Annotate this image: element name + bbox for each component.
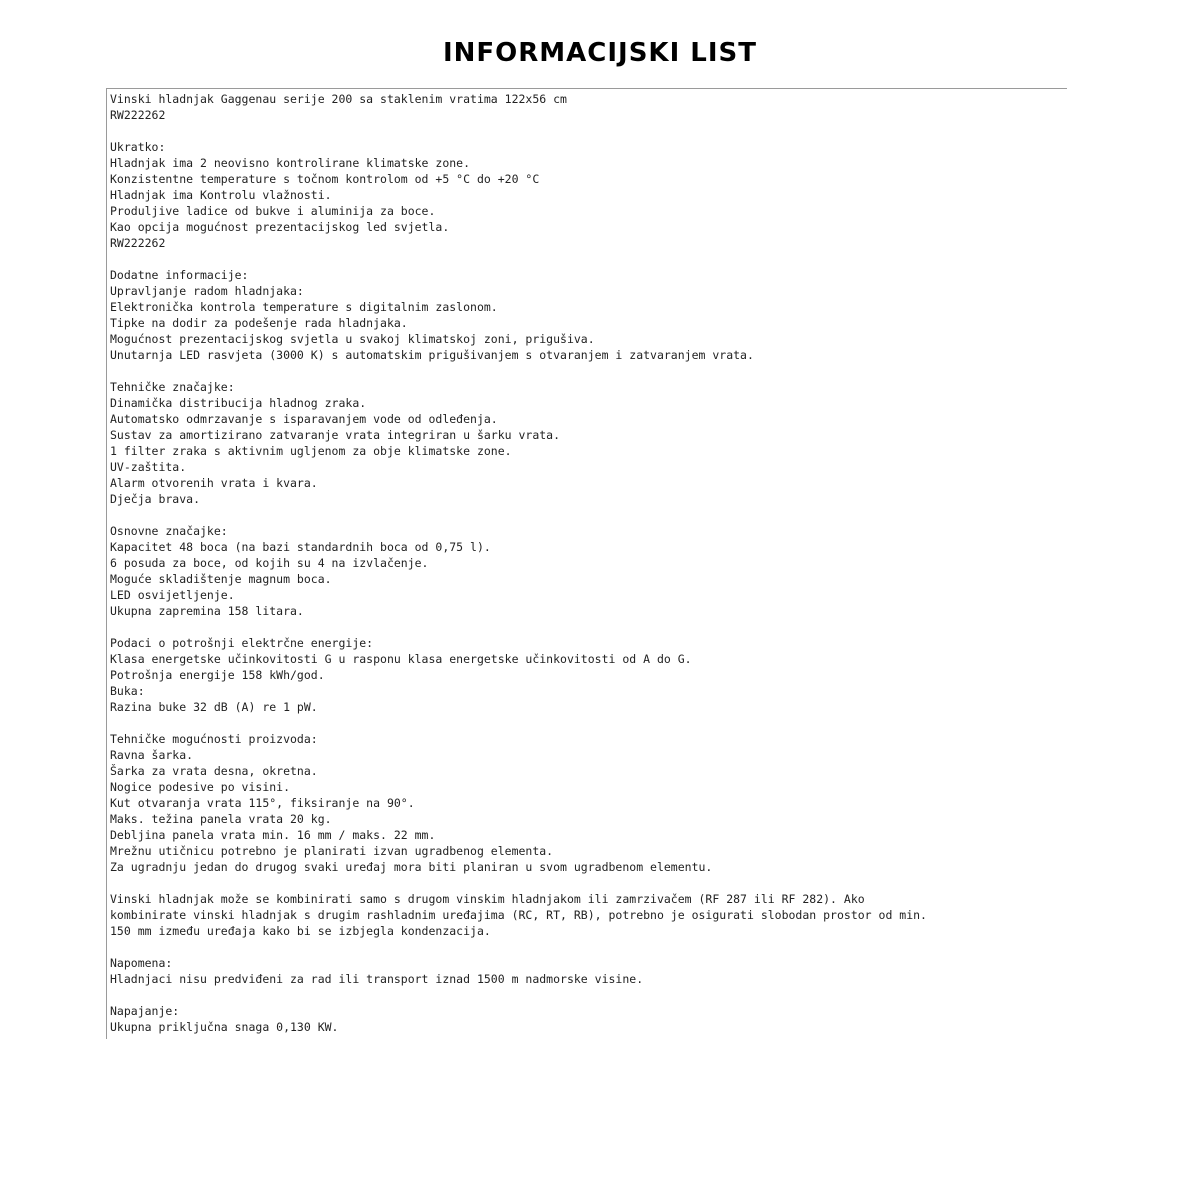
text-line: Za ugradnju jedan do drugog svaki uređaj mora biti planiran u svom ugradbenom elementu. xyxy=(110,860,713,874)
text-line: Vinski hladnjak može se kombinirati samo s drugom vinskim hladnjakom ili zamrzivačem (RF 287 ili RF 282). Ako xyxy=(110,892,865,906)
text-line: Ukupna priključna snaga 0,130 KW. xyxy=(110,1020,339,1034)
text-line: Kapacitet 48 boca (na bazi standardnih boca od 0,75 l). xyxy=(110,540,491,554)
text-line: Napajanje: xyxy=(110,1004,180,1018)
text-line: Podaci o potrošnji elektrčne energije: xyxy=(110,636,374,650)
text-line: Potrošnja energije 158 kWh/god. xyxy=(110,668,325,682)
text-line: Napomena: xyxy=(110,956,173,970)
text-line: Maks. težina panela vrata 20 kg. xyxy=(110,812,332,826)
text-line: kombinirate vinski hladnjak s drugim rashladnim uređajima (RC, RT, RB), potrebno je osigurati slobodan prostor od min. xyxy=(110,908,927,922)
text-line: Klasa energetske učinkovitosti G u rasponu klasa energetske učinkovitosti od A do G. xyxy=(110,652,692,666)
text-line: Vinski hladnjak Gaggenau serije 200 sa staklenim vratima 122x56 cm xyxy=(110,92,567,106)
text-line: Unutarnja LED rasvjeta (3000 K) s automatskim prigušivanjem s otvaranjem i zatvaranjem vrata. xyxy=(110,348,754,362)
text-line: Hladnjaci nisu predviđeni za rad ili transport iznad 1500 m nadmorske visine. xyxy=(110,972,644,986)
text-line: Tehničke značajke: xyxy=(110,380,235,394)
text-line: Dodatne informacije: xyxy=(110,268,249,282)
blank-line xyxy=(110,363,1060,379)
text-line: Sustav za amortizirano zatvaranje vrata integriran u šarku vrata. xyxy=(110,428,561,442)
text-line: Tehničke mogućnosti proizvoda: xyxy=(110,732,318,746)
blank-line xyxy=(110,987,1060,1003)
text-line: Tipke na dodir za podešenje rada hladnjaka. xyxy=(110,316,408,330)
text-line: Razina buke 32 dB (A) re 1 pW. xyxy=(110,700,318,714)
blank-line xyxy=(110,875,1060,891)
text-line: Hladnjak ima 2 neovisno kontrolirane klimatske zone. xyxy=(110,156,471,170)
blank-line xyxy=(110,251,1060,267)
text-line: Automatsko odmrzavanje s isparavanjem vode od odleđenja. xyxy=(110,412,498,426)
text-line: Osnovne značajke: xyxy=(110,524,228,538)
text-line: Alarm otvorenih vrata i kvara. xyxy=(110,476,318,490)
text-line: Šarka za vrata desna, okretna. xyxy=(110,764,318,778)
text-line: 6 posuda za boce, od kojih su 4 na izvlačenje. xyxy=(110,556,429,570)
text-line: Elektronička kontrola temperature s digitalnim zaslonom. xyxy=(110,300,498,314)
text-line: Konzistentne temperature s točnom kontrolom od +5 °C do +20 °C xyxy=(110,172,540,186)
blank-line xyxy=(110,123,1060,139)
text-line: UV-zaštita. xyxy=(110,460,187,474)
page-title: INFORMACIJSKI LIST xyxy=(442,38,758,68)
text-line: RW222262 xyxy=(110,108,166,122)
blank-line xyxy=(110,715,1060,731)
text-line: Ukupna zapremina 158 litara. xyxy=(110,604,304,618)
text-line: 150 mm između uređaja kako bi se izbjegla kondenzacija. xyxy=(110,924,491,938)
blank-line xyxy=(110,939,1060,955)
text-line: Nogice podesive po visini. xyxy=(110,780,291,794)
document-text xyxy=(110,91,1060,1035)
blank-line xyxy=(110,507,1060,523)
text-line: Kao opcija mogućnost prezentacijskog led svjetla. xyxy=(110,220,450,234)
text-line: LED osvijetljenje. xyxy=(110,588,235,602)
text-line: RW222262 xyxy=(110,236,166,250)
text-line: Dinamička distribucija hladnog zraka. xyxy=(110,396,367,410)
text-line: Kut otvaranja vrata 115°, fiksiranje na 90°. xyxy=(110,796,415,810)
text-line: Mrežnu utičnicu potrebno je planirati izvan ugradbenog elementa. xyxy=(110,844,554,858)
text-line: Ukratko: xyxy=(110,140,166,154)
text-line: Dječja brava. xyxy=(110,492,201,506)
text-line: Mogućnost prezentacijskog svjetla u svakoj klimatskoj zoni, prigušiva. xyxy=(110,332,595,346)
text-line: Ravna šarka. xyxy=(110,748,194,762)
text-line: Produljive ladice od bukve i aluminija za boce. xyxy=(110,204,436,218)
text-line: Hladnjak ima Kontrolu vlažnosti. xyxy=(110,188,332,202)
text-line: 1 filter zraka s aktivnim ugljenom za obje klimatske zone. xyxy=(110,444,512,458)
text-line: Buka: xyxy=(110,684,145,698)
text-line: Debljina panela vrata min. 16 mm / maks. 22 mm. xyxy=(110,828,436,842)
blank-line xyxy=(110,619,1060,635)
text-line: Upravljanje radom hladnjaka: xyxy=(110,284,304,298)
text-line: Moguće skladištenje magnum boca. xyxy=(110,572,332,586)
